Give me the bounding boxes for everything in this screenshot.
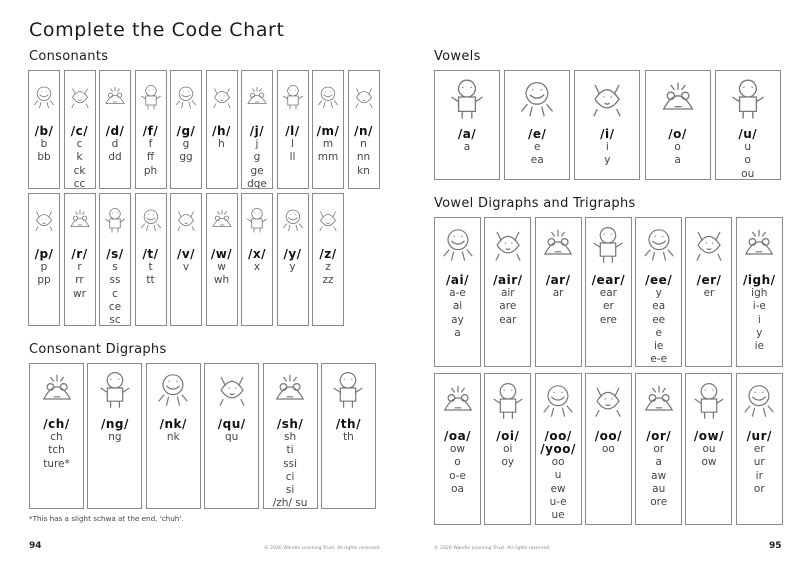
grapheme: v xyxy=(182,261,190,273)
grapheme: ear xyxy=(499,313,517,326)
character-icon xyxy=(100,71,130,121)
phoneme-card xyxy=(204,363,259,509)
grapheme: ie xyxy=(754,340,764,353)
phoneme-card xyxy=(434,217,481,367)
grapheme: mm xyxy=(317,151,339,164)
phoneme-card xyxy=(434,373,481,525)
grapheme: ee xyxy=(652,313,666,326)
character-icon xyxy=(349,71,379,121)
grapheme: ow xyxy=(449,443,465,455)
sound-label: /oa/ xyxy=(443,429,472,443)
character-icon xyxy=(313,71,343,121)
grapheme: ore xyxy=(650,496,668,509)
phoneme-card xyxy=(170,193,202,326)
grapheme: si xyxy=(285,484,295,497)
grapheme: aw xyxy=(651,469,667,482)
sound-label: /o/ xyxy=(668,127,687,141)
rabbit-icon xyxy=(65,194,95,244)
sound-label: /sh/ xyxy=(276,417,304,431)
zebra-icon xyxy=(313,194,343,244)
page-number-right: 95 xyxy=(769,541,782,551)
sound-label: /ch/ xyxy=(43,417,70,431)
sound-label: /j/ xyxy=(249,124,265,138)
phoneme-card xyxy=(685,373,732,525)
grapheme: ph xyxy=(143,164,158,177)
phoneme-card xyxy=(170,70,202,189)
grapheme: au xyxy=(652,482,666,495)
grapheme: h xyxy=(218,138,225,150)
owl-icon xyxy=(686,374,731,424)
grapheme: c xyxy=(76,138,83,150)
phoneme-card xyxy=(146,363,201,509)
grapheme: ck xyxy=(73,164,86,177)
phoneme-card xyxy=(263,363,318,509)
page-number-left: 94 xyxy=(29,541,42,551)
grapheme: j xyxy=(255,138,259,150)
sound-label: /t/ xyxy=(142,247,159,261)
shark-icon xyxy=(536,218,581,268)
grapheme: ai xyxy=(452,300,463,313)
sound-label: /nk/ xyxy=(159,417,187,431)
grapheme: tt xyxy=(146,274,155,287)
sound-label: /u/ xyxy=(738,127,758,141)
footnote: *This has a slight schwa at the end, 'chuh'. xyxy=(29,514,184,523)
sound-label: /b/ xyxy=(34,124,54,138)
phoneme-card xyxy=(585,217,632,367)
phoneme-card xyxy=(87,363,142,509)
grapheme: oo xyxy=(551,456,565,468)
character-icon xyxy=(136,71,166,121)
orca-icon xyxy=(636,374,681,424)
grapheme: i xyxy=(757,313,761,326)
phoneme-card xyxy=(277,70,309,189)
vowel-digraphs-row-1 xyxy=(434,217,783,367)
sound-label: /l/ xyxy=(285,124,300,138)
grapheme: oi xyxy=(503,443,513,455)
sound-label: /oo/ xyxy=(594,429,623,443)
sound-label: /ur/ xyxy=(746,429,772,443)
grapheme: u-e xyxy=(549,495,567,508)
grapheme: oo xyxy=(601,443,615,455)
phoneme-card xyxy=(736,373,783,525)
grapheme: ear xyxy=(599,287,617,299)
hoodie-icon xyxy=(586,374,631,424)
sound-label: /d/ xyxy=(105,124,125,138)
character-icon xyxy=(136,194,166,244)
grapheme: o xyxy=(744,154,751,167)
sound-label: /v/ xyxy=(176,247,196,261)
grapheme: dge xyxy=(247,177,267,189)
sound-label: /i/ xyxy=(600,127,615,141)
phoneme-card xyxy=(312,70,344,189)
grapheme: o-e xyxy=(449,469,466,482)
phoneme-card xyxy=(99,193,131,326)
grapheme: air xyxy=(500,287,515,299)
grapheme: ay xyxy=(451,313,464,326)
character-icon xyxy=(586,218,631,268)
grapheme: ss xyxy=(109,274,121,287)
grapheme: th xyxy=(343,431,354,443)
phoneme-card xyxy=(715,70,781,180)
phoneme-card xyxy=(29,363,84,509)
grapheme: rr xyxy=(75,274,84,287)
goat-icon xyxy=(171,71,201,121)
phoneme-card xyxy=(585,373,632,525)
grapheme: l xyxy=(291,138,294,150)
grapheme: r xyxy=(77,261,82,273)
taxi-icon xyxy=(242,194,272,244)
goal-icon xyxy=(435,374,480,424)
grapheme: er xyxy=(753,443,765,455)
grapheme: igh xyxy=(751,287,768,299)
sound-label: /igh/ xyxy=(743,273,776,287)
copyright-left: © 2026 Wandle Learning Trust. All rights reserved. xyxy=(264,546,381,551)
consonant-digraphs-row xyxy=(29,363,376,509)
grapheme: ir xyxy=(755,469,763,482)
grapheme: sh xyxy=(283,431,297,443)
phoneme-card xyxy=(574,70,640,180)
character-icon xyxy=(485,374,530,424)
whale-icon xyxy=(207,194,237,244)
phoneme-card xyxy=(535,373,582,525)
grapheme: or xyxy=(653,443,665,455)
grapheme: bb xyxy=(37,151,51,164)
phoneme-card xyxy=(277,193,309,326)
queen-icon xyxy=(205,364,258,412)
sound-label: /yoo/ xyxy=(540,442,576,456)
phoneme-card xyxy=(484,373,531,525)
sound-label: /m/ xyxy=(316,124,340,138)
grapheme: ue xyxy=(551,509,565,522)
grapheme: or xyxy=(753,482,765,495)
grapheme: ff xyxy=(146,151,155,164)
sound-label: /r/ xyxy=(71,247,88,261)
grapheme: e xyxy=(655,326,662,339)
grapheme: zz xyxy=(322,274,334,287)
grapheme: g xyxy=(182,138,190,150)
grapheme: ll xyxy=(289,151,296,164)
grapheme: m xyxy=(322,138,334,150)
sound-label: /ar/ xyxy=(545,273,571,287)
grapheme: a-e xyxy=(449,287,466,299)
grapheme: f xyxy=(148,138,153,150)
umbrella-icon xyxy=(716,71,780,123)
grapheme: wh xyxy=(213,274,230,287)
grapheme: y xyxy=(289,261,296,273)
grapheme: nn xyxy=(356,151,371,164)
sound-label: /h/ xyxy=(212,124,231,138)
heading-vowels: Vowels xyxy=(434,49,481,64)
grapheme: y xyxy=(756,326,763,339)
sloth-icon xyxy=(322,364,375,412)
sound-label: /air/ xyxy=(493,273,523,287)
octopus-icon xyxy=(646,71,710,123)
phoneme-card xyxy=(312,193,344,326)
grapheme: ere xyxy=(599,313,617,326)
sound-label: /ee/ xyxy=(645,273,673,287)
grapheme: er xyxy=(603,300,614,313)
grapheme: tch xyxy=(48,444,65,457)
character-icon xyxy=(29,71,59,121)
character-icon xyxy=(88,364,141,412)
hamster-icon xyxy=(686,218,731,268)
grapheme: ea xyxy=(652,300,666,313)
grapheme: ur xyxy=(753,456,765,469)
vowel-digraphs-row-2 xyxy=(434,373,783,525)
phoneme-card xyxy=(736,217,783,367)
grapheme: nk xyxy=(166,431,180,443)
grapheme: ou xyxy=(741,167,755,180)
grapheme: a xyxy=(463,141,471,153)
sound-label: /w/ xyxy=(210,247,233,261)
sound-label: /ai/ xyxy=(446,273,469,287)
consonants-row-2 xyxy=(28,193,344,326)
grapheme: oa xyxy=(451,482,464,495)
copyright-right: © 2026 Wandle Learning Trust. All rights reserved. xyxy=(434,546,551,551)
sound-label: /c/ xyxy=(70,124,89,138)
phoneme-card xyxy=(685,217,732,367)
phoneme-card xyxy=(135,193,167,326)
grapheme: p xyxy=(40,261,48,273)
sound-label: /ng/ xyxy=(100,417,129,431)
grapheme: g xyxy=(253,151,261,164)
grapheme: ci xyxy=(285,470,295,483)
heading-consonants: Consonants xyxy=(29,49,109,64)
sound-label: /x/ xyxy=(247,247,266,261)
grapheme: ow xyxy=(701,456,717,469)
grapheme: ture* xyxy=(43,457,70,470)
van-icon xyxy=(171,194,201,244)
grapheme: cc xyxy=(73,177,86,189)
grapheme: ea xyxy=(530,154,544,167)
phoneme-card xyxy=(348,70,380,189)
character-icon xyxy=(65,71,95,121)
grapheme: kn xyxy=(357,164,370,177)
sound-label: /er/ xyxy=(696,273,722,287)
phoneme-card xyxy=(645,70,711,180)
character-icon xyxy=(636,218,681,268)
grapheme: sc xyxy=(109,314,121,326)
phoneme-card xyxy=(64,70,96,189)
sound-label: /z/ xyxy=(319,247,337,261)
sound-label: /g/ xyxy=(176,124,196,138)
grapheme: u xyxy=(554,469,562,482)
grapheme: t xyxy=(148,261,153,273)
phoneme-card xyxy=(635,217,682,367)
grapheme: i xyxy=(605,141,609,153)
grapheme: k xyxy=(76,151,83,164)
elephant-icon xyxy=(505,71,569,123)
heading-consonant-digraphs: Consonant Digraphs xyxy=(29,342,167,357)
llama-icon xyxy=(278,71,308,121)
cheetah-icon xyxy=(30,364,83,412)
grapheme: ti xyxy=(286,444,294,457)
page-title: Complete the Code Chart xyxy=(29,19,285,41)
character-icon xyxy=(29,194,59,244)
bed-icon xyxy=(737,218,782,268)
sound-label: /n/ xyxy=(354,124,373,138)
hamster-icon xyxy=(207,71,237,121)
phoneme-card xyxy=(535,217,582,367)
sound-label: /oi/ xyxy=(496,429,520,443)
grapheme: ge xyxy=(250,164,264,177)
phoneme-card xyxy=(64,193,96,326)
grapheme: pp xyxy=(37,274,51,287)
grapheme: gg xyxy=(179,151,193,164)
phoneme-card xyxy=(135,70,167,189)
grapheme: ssi xyxy=(283,457,297,470)
grapheme: wr xyxy=(73,287,86,300)
paint-tin-icon xyxy=(100,194,130,244)
sound-label: /f/ xyxy=(142,124,159,138)
phoneme-card xyxy=(99,70,131,189)
sound-label: /oo/ xyxy=(544,429,572,443)
grapheme: qu xyxy=(225,431,239,443)
grapheme: ng xyxy=(108,431,122,443)
sound-label: /a/ xyxy=(457,127,477,141)
grapheme: n xyxy=(360,138,367,150)
grapheme: o xyxy=(674,141,681,153)
sound-label: /ow/ xyxy=(693,429,725,443)
phoneme-card xyxy=(206,70,238,189)
character-icon xyxy=(264,364,317,412)
squirrel-icon xyxy=(147,364,200,412)
sound-label: /s/ xyxy=(106,247,124,261)
snail-icon xyxy=(435,218,480,268)
grapheme: s xyxy=(112,261,118,273)
character-icon xyxy=(278,194,308,244)
grapheme: w xyxy=(217,261,226,273)
grapheme: er xyxy=(703,287,715,299)
phoneme-card xyxy=(28,193,60,326)
grapheme: c xyxy=(112,287,118,300)
turtle-icon xyxy=(737,374,782,424)
grapheme: o xyxy=(454,456,461,469)
grapheme: ew xyxy=(550,482,566,495)
phoneme-card xyxy=(241,193,273,326)
grapheme: ie xyxy=(653,340,664,353)
grapheme: /zh/ su xyxy=(272,497,308,509)
grapheme: e xyxy=(533,141,541,153)
grapheme: b xyxy=(40,138,48,150)
phoneme-card xyxy=(504,70,570,180)
phoneme-card xyxy=(241,70,273,189)
phoneme-card xyxy=(434,70,500,180)
phoneme-card xyxy=(206,193,238,326)
sound-label: /qu/ xyxy=(217,417,246,431)
grapheme: y xyxy=(655,287,662,299)
grapheme: are xyxy=(499,300,517,313)
grapheme: i-e xyxy=(752,300,766,313)
grapheme: z xyxy=(325,261,331,273)
heading-vowel-digraphs: Vowel Digraphs and Trigraphs xyxy=(434,196,636,211)
phoneme-card xyxy=(28,70,60,189)
sound-label: /th/ xyxy=(335,417,361,431)
sound-label: /p/ xyxy=(34,247,54,261)
grapheme: ce xyxy=(108,300,122,313)
grapheme: a xyxy=(655,456,662,469)
character-icon xyxy=(242,71,272,121)
grapheme: u xyxy=(744,141,752,153)
consonants-row-1 xyxy=(28,70,380,189)
grapheme: e-e xyxy=(650,353,668,366)
angry-apple-icon xyxy=(435,71,499,123)
grapheme: ar xyxy=(552,287,564,299)
grapheme: dd xyxy=(108,151,122,164)
grapheme: y xyxy=(604,154,611,167)
grapheme: d xyxy=(111,138,119,150)
monkey-icon xyxy=(536,374,581,424)
grapheme: oy xyxy=(501,456,515,469)
grapheme: a xyxy=(674,154,681,167)
grapheme: a xyxy=(454,326,461,339)
grapheme: ou xyxy=(702,443,716,455)
phoneme-card xyxy=(635,373,682,525)
grapheme: ch xyxy=(50,431,63,443)
chair-icon xyxy=(485,218,530,268)
sound-label: /y/ xyxy=(283,247,302,261)
iguana-icon xyxy=(575,71,639,123)
sound-label: /or/ xyxy=(646,429,672,443)
phoneme-card xyxy=(321,363,376,509)
sound-label: /e/ xyxy=(527,127,547,141)
sound-label: /ear/ xyxy=(591,273,626,287)
phoneme-card xyxy=(484,217,531,367)
vowels-row xyxy=(434,70,781,180)
grapheme: x xyxy=(253,261,261,273)
